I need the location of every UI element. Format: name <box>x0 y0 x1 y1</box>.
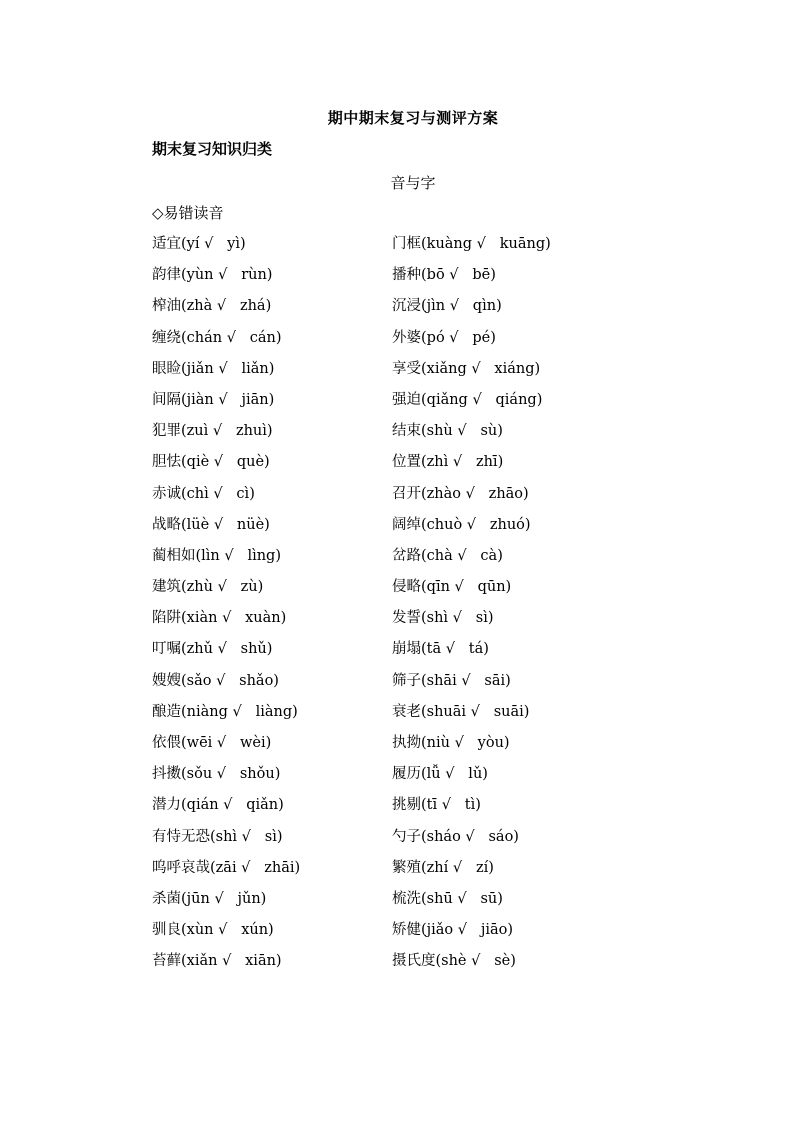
left-entry: 依偎(wēi √ wèi) <box>152 735 272 751</box>
list-row <box>152 606 632 637</box>
left-entry: 榨油(zhà √ zhá) <box>152 298 272 315</box>
right-entry: 播种(bō √ bē) <box>392 267 496 284</box>
right-entry: 召开(zhào √ zhāo) <box>392 485 529 502</box>
list-row <box>152 949 632 980</box>
list-row <box>152 825 632 856</box>
left-entry: 有恃无恐(shì √ sì) <box>152 828 283 845</box>
list-row <box>152 388 632 419</box>
left-entry: 建筑(zhù √ zù) <box>152 579 264 596</box>
right-entry: 阔绰(chuò √ zhuó) <box>392 516 531 533</box>
list-row <box>152 762 632 793</box>
left-entry: 呜呼哀哉(zāi √ zhāi) <box>152 859 301 876</box>
right-entry: 结束(shù √ sù) <box>392 423 503 440</box>
list-row <box>152 482 632 513</box>
list-row <box>152 357 632 388</box>
document-subtitle: 期末复习知识归类 <box>152 140 273 158</box>
right-entry: 衰老(shuāi √ suāi) <box>392 703 530 720</box>
right-entry: 外婆(pó √ pé) <box>392 329 496 346</box>
right-entry: 勺子(sháo √ sáo) <box>392 828 519 845</box>
left-entry: 嫂嫂(sǎo √ shǎo) <box>152 672 279 689</box>
list-row <box>152 918 632 949</box>
list-row <box>152 513 632 544</box>
list-row <box>152 731 632 762</box>
right-entry: 崩塌(tā √ tá) <box>392 641 489 658</box>
right-entry: 位置(zhì √ zhī) <box>392 454 504 471</box>
list-row <box>152 419 632 450</box>
left-entry: 蔺相如(lìn √ lìng) <box>152 547 281 564</box>
left-entry: 间隔(jiàn √ jiān) <box>152 391 275 408</box>
left-entry: 潜力(qián √ qiǎn) <box>152 797 284 814</box>
list-row <box>152 637 632 668</box>
right-entry: 沉浸(jìn √ qìn) <box>392 298 502 315</box>
right-entry: 履历(lǚ √ lǔ) <box>392 766 488 783</box>
list-row <box>152 263 632 294</box>
left-entry: 抖擞(sǒu √ shǒu) <box>152 766 281 783</box>
right-entry: 筛子(shāi √ sāi) <box>392 672 511 689</box>
pronunciation-list <box>152 232 632 981</box>
left-entry: 酿造(niàng √ liàng) <box>152 703 298 720</box>
right-entry: 强迫(qiǎng √ qiáng) <box>392 391 543 408</box>
list-row <box>152 544 632 575</box>
category-heading: ◇易错读音 <box>152 204 224 222</box>
list-row <box>152 294 632 325</box>
document-title: 期中期末复习与测评方案 <box>327 109 499 127</box>
list-row <box>152 450 632 481</box>
list-row <box>152 669 632 700</box>
left-entry: 眼睑(jiǎn √ liǎn) <box>152 360 275 377</box>
right-entry: 执拗(niù √ yòu) <box>392 735 510 751</box>
right-entry: 享受(xiǎng √ xiáng) <box>392 360 541 377</box>
left-entry: 战略(lüè √ nüè) <box>152 516 270 533</box>
list-row <box>152 700 632 731</box>
left-entry: 赤诚(chì √ cì) <box>152 485 255 502</box>
list-row <box>152 232 632 263</box>
left-entry: 驯良(xùn √ xún) <box>152 922 274 939</box>
right-entry: 梳洗(shū √ sū) <box>392 890 503 907</box>
left-entry: 苔藓(xiǎn √ xiān) <box>152 953 282 970</box>
right-entry: 门框(kuàng √ kuāng) <box>392 236 551 252</box>
list-row <box>152 793 632 824</box>
right-entry: 岔路(chà √ cà) <box>392 547 503 564</box>
right-entry: 摄氏度(shè √ sè) <box>392 953 516 970</box>
right-entry: 矫健(jiǎo √ jiāo) <box>392 922 514 939</box>
left-entry: 缠绕(chán √ cán) <box>152 329 282 346</box>
left-entry: 适宜(yí √ yì) <box>152 236 246 252</box>
list-row <box>152 856 632 887</box>
left-entry: 犯罪(zuì √ zhuì) <box>152 423 273 440</box>
list-row <box>152 575 632 606</box>
left-entry: 韵律(yùn √ rùn) <box>152 267 273 284</box>
list-row <box>152 887 632 918</box>
section-heading: 音与字 <box>390 174 436 192</box>
list-row <box>152 326 632 357</box>
right-entry: 发誓(shì √ sì) <box>392 610 494 627</box>
left-entry: 陷阱(xiàn √ xuàn) <box>152 610 287 627</box>
right-entry: 挑剔(tī √ tì) <box>392 797 481 814</box>
left-entry: 杀菌(jūn √ jǔn) <box>152 890 267 907</box>
left-entry: 叮嘱(zhǔ √ shǔ) <box>152 641 273 658</box>
right-entry: 侵略(qīn √ qūn) <box>392 579 512 596</box>
right-entry: 繁殖(zhí √ zí) <box>392 859 494 876</box>
left-entry: 胆怯(qiè √ què) <box>152 454 270 471</box>
